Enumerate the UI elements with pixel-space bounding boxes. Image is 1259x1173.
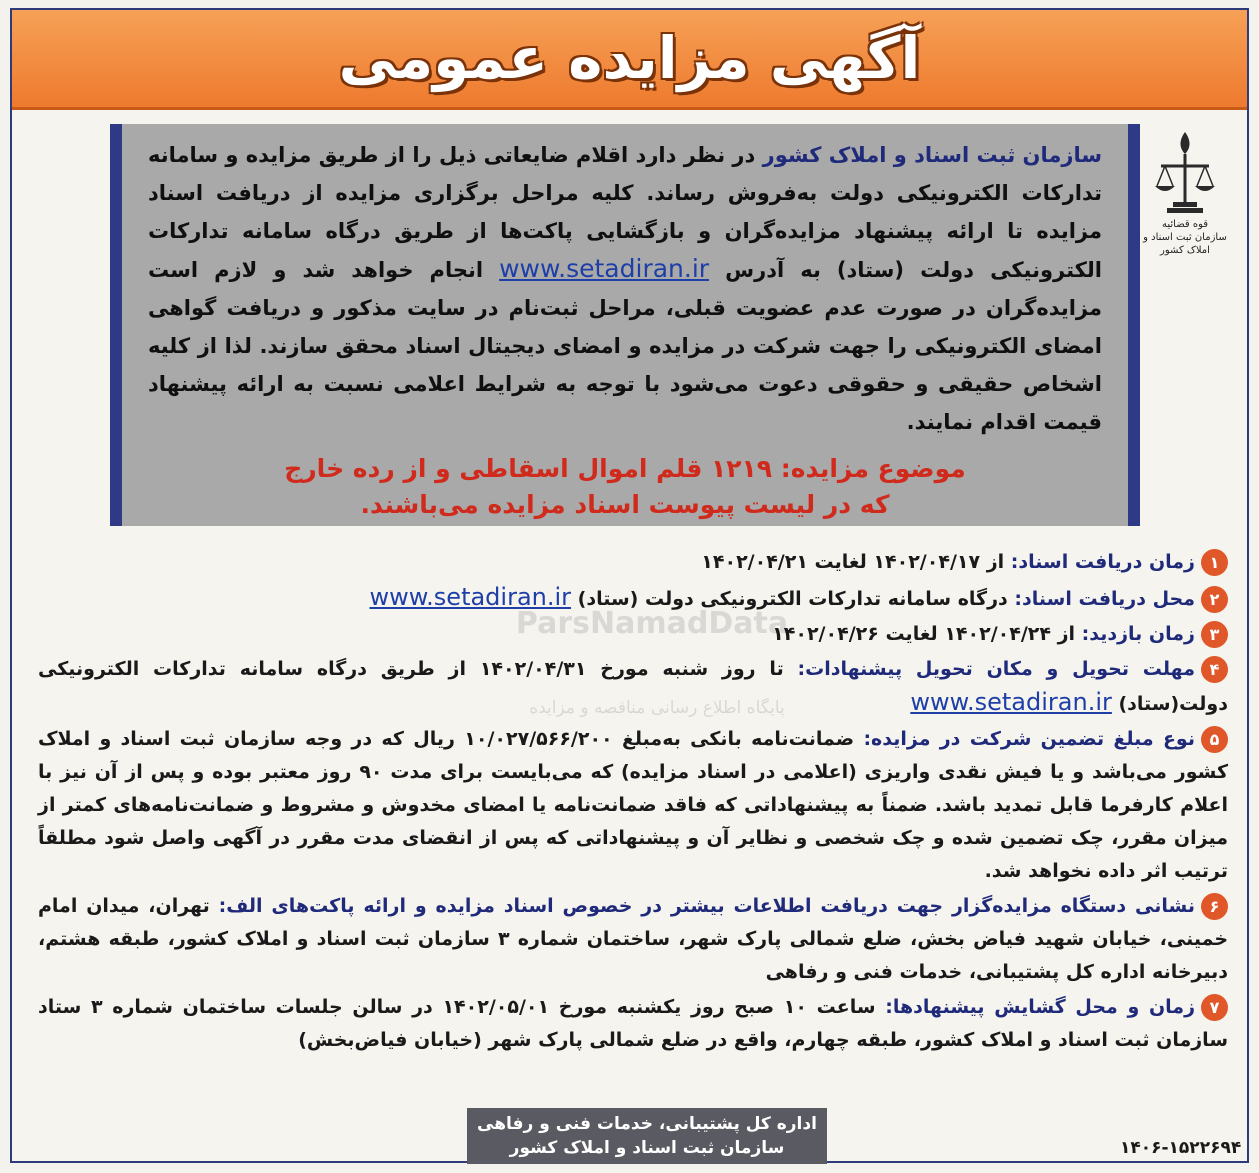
- auction-subject: [148, 451, 1102, 523]
- intro-paragraph: [148, 136, 1102, 441]
- intro-text-a: در نظر دارد اقلام ضایعاتی ذیل را از طریق مزایده و سامانه تدارکات الکترونیکی دولت به‌فروش رساند. کلیه مراحل برگزاری مزایده از دریافت اسناد مزایده تا ارائه پیشنهاد مزایده‌گران و بازگشایی پاکت‌ها از طریق درگاه سامانه تدارکات الکترونیکی دولت (ستاد) به آدرس: [148, 143, 1102, 282]
- item-number-badge: ۶: [1201, 893, 1228, 920]
- item-number-badge: ۵: [1201, 726, 1228, 753]
- item-label: زمان دریافت اسناد:: [1010, 551, 1195, 573]
- list-item: [38, 991, 1228, 1057]
- subject-line-2: که در لیست پیوست اسناد مزایده می‌باشند.: [360, 490, 890, 519]
- item-text: از ۱۴۰۲/۰۴/۲۴ لغایت ۱۴۰۲/۰۴/۲۶: [772, 623, 1082, 645]
- item-text: ضمانت‌نامه بانکی به‌مبلغ ۱۰/۰۲۷/۵۶۶/۲۰۰ ریال که در وجه سازمان ثبت اسناد و املاک کشور می‌باشد و یا فیش نقدی واریزی (اعلامی در اسناد مزایده) که می‌بایست برای مدت ۹۰ روز معتبر بوده و پس از آن نیز با اعلام کارفرما قابل تمدید باشد. ضمناً به پیشنهاداتی که فاقد ضمانت‌نامه یا امضای مخدوش و مشروط و ضمانت‌نامه‌های کمتر از میزان مقرر، چک تضمین شده و چک شخصی و نظایر آن و پیشنهاداتی که پس از انقضای مدت مقرر در آگهی واصل شود مطلقاً ترتیب اثر داده نخواهد شد.: [38, 728, 1229, 882]
- ad-frame: [10, 8, 1249, 1163]
- item-number-badge: ۱: [1201, 549, 1228, 576]
- item-label: زمان و محل گشایش پیشنهادها:: [885, 996, 1196, 1018]
- judiciary-logo: [1137, 128, 1233, 268]
- organization-name: سازمان ثبت اسناد و املاک کشور: [762, 143, 1102, 167]
- title-banner: [12, 10, 1247, 110]
- item-text: ساعت ۱۰ صبح روز یکشنبه مورخ ۱۴۰۲/۰۵/۰۱ در سالن جلسات ساختمان شماره ۳ ستاد سازمان ثبت اسناد و املاک کشور، طبقه چهارم، واقع در ضلع شمالی پارک شهر (خیابان فیاض‌بخش): [38, 996, 1228, 1051]
- watermark-logo-text: ParsNamadData: [515, 606, 789, 641]
- item-text: تهران، میدان امام خمینی، خیابان شهید فیاض بخش، ضلع شمالی پارک شهر، ساختمان شماره ۳ سازمان ثبت اسناد و املاک کشور، طبقه هشتم، دبیرخانه اداره کل پشتیبانی، خدمات فنی و رفاهی: [38, 895, 1229, 983]
- setadiran-link[interactable]: www.setadiran.ir: [369, 583, 572, 611]
- logo-caption-1: قوه قضائیه: [1161, 219, 1209, 230]
- conditions-list: [38, 546, 1228, 1059]
- item-text: از ۱۴۰۲/۰۴/۱۷ لغایت ۱۴۰۲/۰۴/۲۱: [701, 551, 1011, 573]
- item-label: نوع مبلغ تضمین شرکت در مزایده:: [863, 728, 1195, 750]
- list-item: [38, 653, 1228, 721]
- subject-line-1: موضوع مزایده: ۱۲۱۹ قلم اموال اسقاطی و از رده خارج: [284, 454, 966, 483]
- item-number-badge: ۴: [1201, 656, 1228, 683]
- setadiran-link[interactable]: www.setadiran.ir: [910, 688, 1112, 716]
- item-text: درگاه سامانه تدارکات الکترونیکی دولت (ستاد): [571, 588, 1015, 610]
- ad-code: ۱۴۰۶-۱۵۲۲۶۹۴: [1120, 1138, 1242, 1158]
- watermark-subtitle: پایگاه اطلاع رسانی مناقصه و مزایده: [529, 698, 785, 718]
- item-label: محل دریافت اسناد:: [1014, 588, 1195, 610]
- item-number-badge: ۲: [1201, 586, 1228, 613]
- footer-signature: [467, 1108, 827, 1164]
- scales-emblem-icon: [1153, 128, 1217, 218]
- footer-line-2: سازمان ثبت اسناد و املاک کشور: [509, 1138, 785, 1158]
- item-label: زمان بازدید:: [1081, 623, 1195, 645]
- footer-line-1: اداره کل پشتیبانی، خدمات فنی و رفاهی: [477, 1114, 817, 1134]
- list-item: [38, 723, 1228, 888]
- list-item: [38, 581, 1228, 616]
- list-item: [38, 890, 1228, 989]
- list-item: [38, 618, 1228, 651]
- item-text: تا روز شنبه مورخ ۱۴۰۲/۰۴/۳۱ از طریق درگاه سامانه تدارکات الکترونیکی دولت(ستاد): [38, 658, 1228, 715]
- item-number-badge: ۷: [1201, 994, 1228, 1021]
- intro-box: [110, 124, 1140, 526]
- item-label: نشانی دستگاه مزایده‌گزار جهت دریافت اطلاعات بیشتر در خصوص اسناد مزایده و ارائه پاکت‌های الف:: [218, 895, 1195, 917]
- ad-title: آگهی مزایده عمومی: [338, 24, 921, 92]
- list-item: [38, 546, 1228, 579]
- setadiran-link[interactable]: www.setadiran.ir: [499, 254, 710, 283]
- item-label: مهلت تحویل و مکان تحویل پیشنهادات:: [797, 658, 1195, 680]
- item-number-badge: ۳: [1201, 621, 1228, 648]
- intro-text-b: انجام خواهد شد و لازم است مزایده‌گران در صورت عدم عضویت قبلی، مراحل ثبت‌نام در سایت مذکور و دریافت گواهی امضای الکترونیکی را جهت شرکت در مزایده و امضای دیجیتال اسناد محقق سازند. لذا از کلیه اشخاص حقیقی و حقوقی دعوت می‌شود با توجه به شرایط اعلامی نسبت به ارائه پیشنهاد قیمت اقدام نمایند.: [148, 258, 1102, 434]
- logo-caption-2: سازمان ثبت اسناد و املاک کشور: [1143, 232, 1227, 256]
